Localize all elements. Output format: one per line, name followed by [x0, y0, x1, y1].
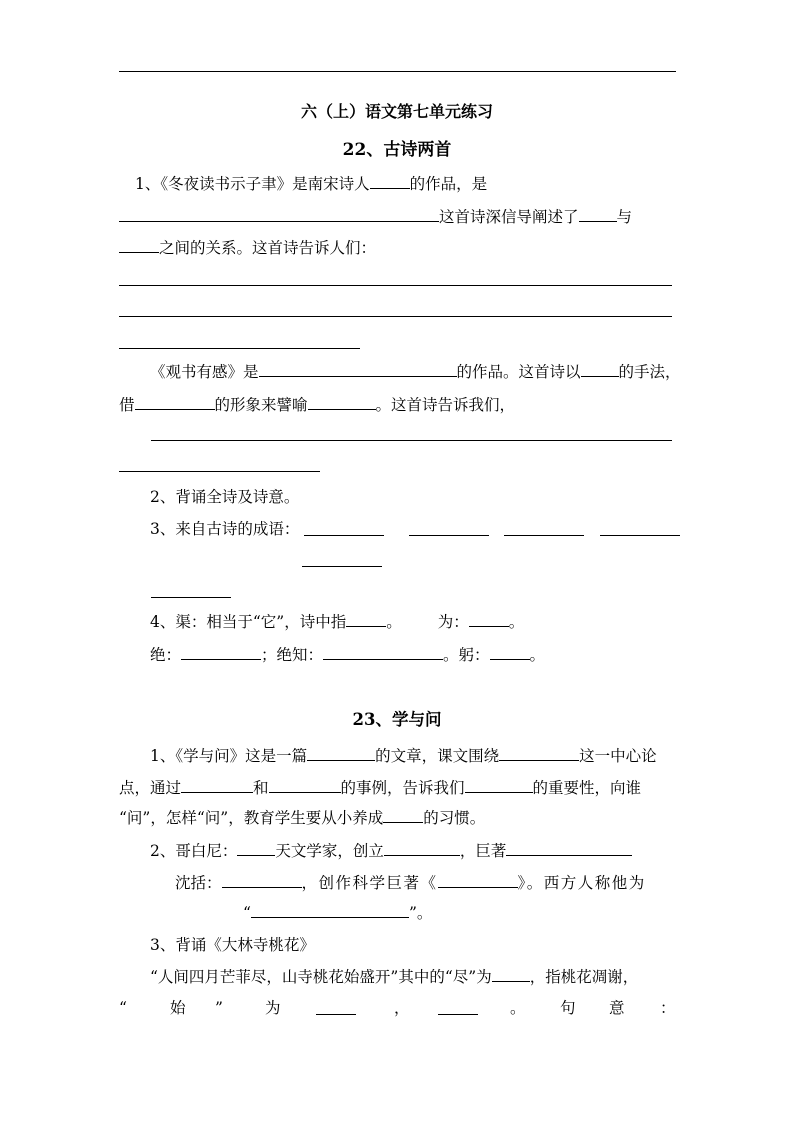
- text: 的手法，: [618, 363, 681, 381]
- text: 的重要性，向谁: [532, 779, 642, 797]
- l22-q1b-line1: [150, 362, 681, 382]
- header-rule: [119, 71, 676, 72]
- l23-q3-line3-e: ，: [394, 999, 410, 1017]
- blank[interactable]: [469, 612, 509, 627]
- blank[interactable]: [259, 362, 457, 377]
- blank[interactable]: [438, 1014, 478, 1015]
- blank[interactable]: [316, 1014, 356, 1015]
- l23-q3-line3-f: 。: [510, 999, 526, 1017]
- blank[interactable]: [499, 746, 579, 761]
- text: ”。: [408, 904, 433, 922]
- idiom-blank[interactable]: [409, 535, 489, 536]
- text: 的作品，是: [409, 175, 488, 193]
- l23-q2-line1: [150, 841, 632, 861]
- text: 这首诗深信导阐述了: [439, 208, 579, 226]
- text: “: [243, 904, 251, 922]
- idiom-blank[interactable]: [304, 535, 384, 536]
- blank[interactable]: [181, 778, 253, 793]
- l23-q3-line2: [150, 967, 638, 987]
- text: 2、哥白尼：: [150, 842, 238, 860]
- idiom-blank[interactable]: [504, 535, 584, 536]
- text: 的形象来譬喻: [214, 396, 308, 414]
- text: 》。西方人称他为: [517, 874, 646, 892]
- text: 点，通过: [119, 779, 182, 797]
- text: “人间四月芒菲尽，山寺桃花始盛开”其中的“尽”为: [150, 968, 492, 986]
- l23-q2-line2: [175, 873, 646, 893]
- blank[interactable]: [492, 967, 530, 982]
- idiom-blank[interactable]: [600, 535, 680, 536]
- blank[interactable]: [506, 841, 632, 856]
- text: ，指桃花凋谢，: [529, 968, 639, 986]
- blank-long[interactable]: [119, 207, 439, 222]
- lesson23-title: 23、学与问: [352, 710, 442, 729]
- l22-q1-line1: [135, 174, 487, 194]
- unit-title: 六（上）语文第七单元练习: [300, 102, 493, 121]
- blank[interactable]: [181, 645, 261, 660]
- answer-line[interactable]: [119, 285, 672, 286]
- blank[interactable]: [465, 778, 533, 793]
- text: 这一中心论: [579, 747, 657, 765]
- text: ；绝知：: [261, 646, 324, 664]
- l22-q1-line3: [119, 238, 376, 258]
- blank[interactable]: [579, 207, 617, 222]
- blank[interactable]: [269, 778, 341, 793]
- text: 1、《学与问》这是一篇: [150, 747, 308, 765]
- text: “问”，怎样“问”，教育学生要从小养成: [119, 809, 384, 827]
- text: 之间的关系。这首诗告诉人们：: [159, 239, 377, 257]
- l22-q4-line2: [150, 645, 545, 665]
- l23-q3-line3-c: ”: [215, 999, 223, 1017]
- blank-poet[interactable]: [370, 174, 410, 189]
- text: 绝：: [150, 646, 182, 664]
- answer-line[interactable]: [151, 440, 672, 441]
- l23-q1-line2: [119, 778, 641, 798]
- l23-q3-line3-a: “: [119, 999, 127, 1017]
- blank[interactable]: [222, 873, 302, 888]
- text: 的习惯。: [423, 809, 486, 827]
- text: 的文章，课文围绕: [375, 747, 500, 765]
- text: ，巨著: [459, 842, 507, 860]
- l23-q3-line3-b: 始: [170, 999, 186, 1017]
- text: 与: [616, 208, 633, 226]
- text: 。: [386, 613, 402, 631]
- l22-q1b-line2: [119, 395, 515, 415]
- blank[interactable]: [307, 746, 375, 761]
- blank[interactable]: [438, 873, 518, 888]
- text: 为：: [437, 613, 469, 631]
- l22-q3: [150, 519, 299, 539]
- text: 。: [529, 646, 546, 664]
- idiom-blank[interactable]: [302, 566, 382, 567]
- l22-q1-line2: [119, 207, 632, 227]
- text: 天文学家，创立: [275, 842, 384, 860]
- text: 。: [508, 613, 525, 631]
- blank[interactable]: [346, 612, 386, 627]
- text: 。这首诗告诉我们，: [375, 396, 516, 414]
- idiom-blank[interactable]: [151, 597, 231, 598]
- l23-q3-line3-h: 意: [609, 999, 625, 1017]
- l23-q2-line3: [243, 903, 432, 923]
- blank[interactable]: [119, 238, 159, 253]
- blank[interactable]: [323, 645, 443, 660]
- text: 沈括：: [175, 874, 222, 892]
- text: 的事例，告诉我们: [340, 779, 465, 797]
- text: 。躬：: [443, 646, 490, 664]
- l23-q3-line3-d: 为: [265, 999, 281, 1017]
- text: 3、来自古诗的成语：: [150, 520, 300, 538]
- answer-line[interactable]: [119, 471, 320, 472]
- l23-q3: 3、背诵《大林寺桃花》: [150, 936, 315, 954]
- text: 4、渠：相当于“它”，诗中指: [150, 613, 347, 631]
- blank[interactable]: [135, 395, 215, 410]
- blank[interactable]: [383, 808, 423, 823]
- lesson22-title: 22、古诗两首: [342, 140, 452, 160]
- blank[interactable]: [384, 841, 460, 856]
- l23-q1-line3: [119, 808, 485, 828]
- blank[interactable]: [237, 841, 275, 856]
- l22-q4-line1: [150, 612, 524, 632]
- l22-q2: 2、背诵全诗及诗意。: [150, 488, 300, 506]
- blank[interactable]: [581, 362, 619, 377]
- answer-line[interactable]: [119, 348, 360, 349]
- blank[interactable]: [490, 645, 530, 660]
- l23-q3-line3-g: 句: [560, 999, 576, 1017]
- blank[interactable]: [251, 903, 409, 918]
- text: ，创作科学巨著《: [301, 874, 438, 892]
- blank[interactable]: [308, 395, 376, 410]
- text: 的作品。这首诗以: [456, 363, 581, 381]
- answer-line[interactable]: [119, 316, 672, 317]
- text: 1、《冬夜读书示子聿》是南宋诗人: [135, 175, 370, 193]
- text: 和: [253, 779, 269, 797]
- text: 借: [119, 396, 135, 414]
- l23-q3-line3-i: ：: [660, 999, 676, 1017]
- l23-q1-line1: [150, 746, 657, 766]
- text: 《观书有感》是: [150, 363, 259, 381]
